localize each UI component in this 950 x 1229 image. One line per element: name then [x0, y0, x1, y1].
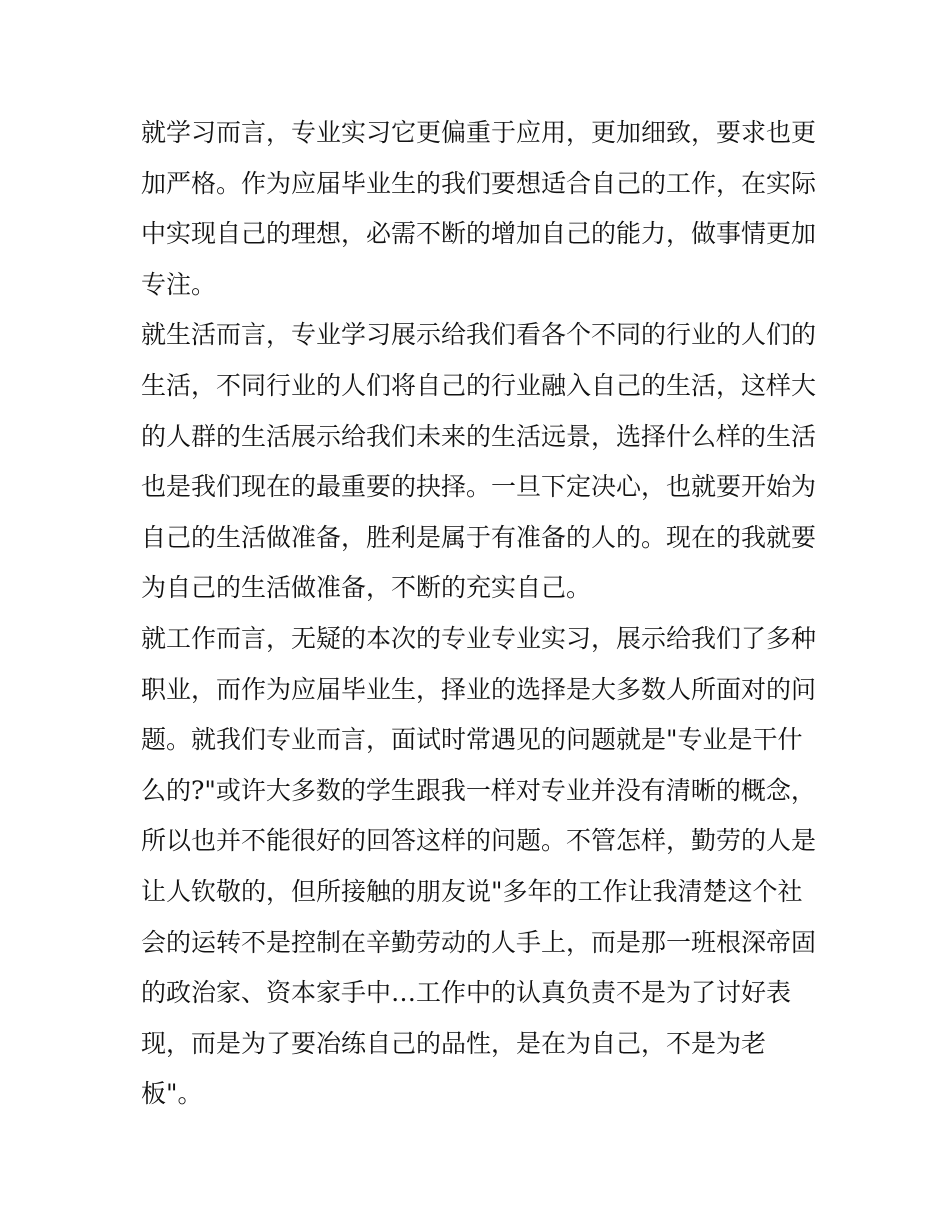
- text-line: 就生活而言，专业学习展示给我们看各个不同的行业的人们的: [141, 320, 817, 350]
- text-line: 让人钦敬的，但所接触的朋友说"多年的工作让我清楚这个社: [141, 876, 803, 906]
- body-text: [141, 108, 821, 1120]
- text-line: 自己的生活做准备，胜利是属于有准备的人的。现在的我就要: [141, 522, 817, 552]
- text-line: 就学习而言，专业实习它更偏重于应用，更加细致，要求也更: [141, 118, 817, 147]
- text-line: 会的运转不是控制在辛勤劳动的人手上，而是那一班根深帝固: [141, 927, 817, 957]
- text-line: 题。就我们专业而言，面试时常遇见的问题就是"专业是干什: [141, 725, 803, 755]
- text-line: 就工作而言，无疑的本次的专业专业实习，展示给我们了多种: [141, 623, 817, 653]
- text-line: 么的?"或许大多数的学生跟我一样对专业并没有清晰的概念，: [141, 775, 816, 805]
- text-line: 的人群的生活展示给我们未来的生活远景，选择什么样的生活: [141, 421, 817, 451]
- text-line: 的政治家、资本家手中…工作中的认真负责不是为了讨好表: [141, 978, 792, 1008]
- text-line: 为自己的生活做准备，不断的充实自己。: [141, 573, 592, 603]
- text-line: 中实现自己的理想，必需不断的增加自己的能力，做事情更加: [141, 219, 817, 249]
- text-line: 所以也并不能很好的回答这样的问题。不管怎样，勤劳的人是: [141, 826, 817, 856]
- text-line: 加严格。作为应届毕业生的我们要想适合自己的工作，在实际: [141, 168, 817, 198]
- text-line: 职业，而作为应届毕业生，择业的选择是大多数人所面对的问: [141, 674, 817, 704]
- text-line: 生活，不同行业的人们将自己的行业融入自己的生活，这样大: [141, 370, 817, 400]
- text-line: 板"。: [141, 1079, 203, 1109]
- text-line: 也是我们现在的最重要的抉择。一旦下定决心，也就要开始为: [141, 472, 817, 502]
- text-line: 现，而是为了要冶练自己的品性，是在为自己，不是为老: [141, 1028, 767, 1058]
- text-line: 专注。: [141, 269, 217, 299]
